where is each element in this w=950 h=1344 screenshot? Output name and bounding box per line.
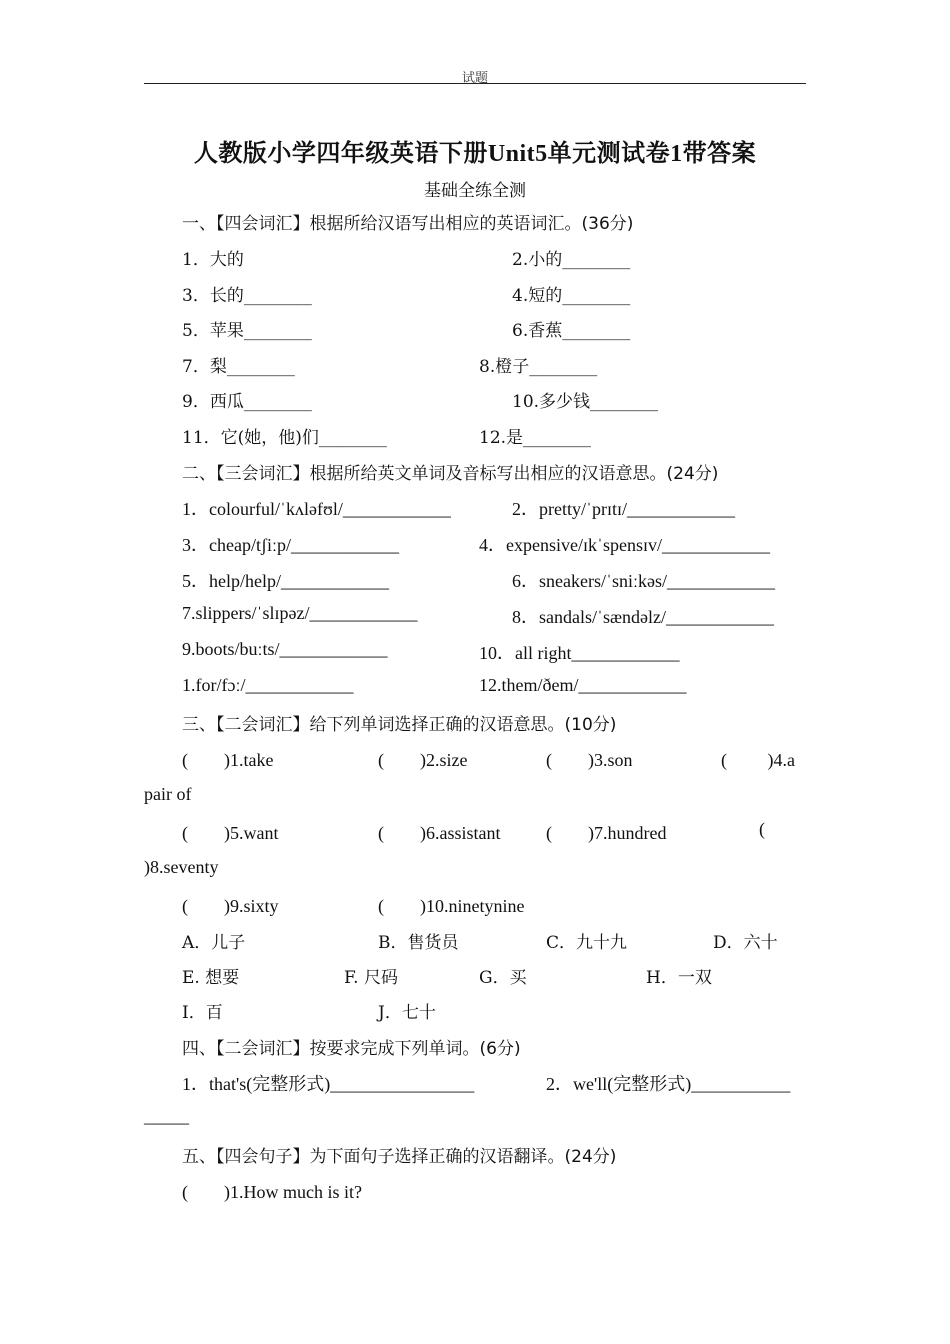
- s1-item: 11．它(她，他)们________: [182, 428, 387, 448]
- s1-item: 9．西瓜________: [182, 392, 312, 412]
- s3-option: G．买: [479, 968, 527, 988]
- s3-item: ( )1.take: [182, 750, 274, 770]
- s1-item: 8.橙子________: [479, 357, 598, 377]
- s1-item: 12.是________: [479, 428, 592, 448]
- s2-item: 6．sneakers/ˈsniːkəs/____________: [512, 571, 775, 591]
- section-1-heading: 一、【四会词汇】根据所给汉语写出相应的英语词汇。(36分): [182, 214, 634, 234]
- s1-item: 10.多少钱________: [512, 392, 659, 412]
- s1-item: 7．梨________: [182, 357, 295, 377]
- s3-option: J．七十: [378, 1003, 436, 1023]
- s2-item: 2．pretty/ˈprɪtɪ/____________: [512, 499, 735, 519]
- s1-item: 2.小的________: [512, 250, 631, 270]
- s3-option: I．百: [182, 1003, 223, 1023]
- s3-option: E. 想要: [182, 968, 240, 988]
- s2-item: 3．cheap/tʃiːp/____________: [182, 535, 399, 555]
- s3-option: B．售货员: [378, 933, 459, 953]
- s3-option: C．九十九: [546, 933, 628, 953]
- header-rule: [144, 83, 806, 84]
- section-5-heading: 五、【四会句子】为下面句子选择正确的汉语翻译。(24分): [182, 1147, 617, 1167]
- s2-item: 1．colourful/ˈkʌləfʊl/____________: [182, 499, 451, 519]
- s2-item: 5．help/help/____________: [182, 571, 389, 591]
- s1-item: 4.短的________: [512, 286, 631, 306]
- s3-option: H．一双: [646, 968, 712, 988]
- s2-item: 10．all right____________: [479, 643, 680, 663]
- s3-option: F. 尺码: [344, 968, 398, 988]
- page-title: 人教版小学四年级英语下册Unit5单元测试卷1带答案: [193, 141, 757, 167]
- s4-item: 1．that's(完整形式)________________: [182, 1074, 475, 1094]
- page-header-label: 试题: [461, 71, 488, 86]
- s3-item: ( )5.want: [182, 823, 279, 843]
- s5-item: ( )1.How much is it?: [182, 1182, 362, 1202]
- s3-item: ( )6.assistant: [378, 823, 501, 843]
- s2-item: 9.boots/buːts/____________: [182, 639, 388, 659]
- s3-option: A．儿子: [182, 933, 246, 953]
- s3-item: ( )10.ninetynine: [378, 896, 525, 916]
- s3-option: D．六十: [713, 933, 778, 953]
- s2-item: 8．sandals/ˈsændəlz/____________: [512, 607, 774, 627]
- s3-item: )8.seventy: [144, 857, 219, 877]
- s1-item: 3．长的________: [182, 286, 312, 306]
- page-subtitle: 基础全练全测: [424, 181, 526, 201]
- s3-item: (: [759, 819, 765, 839]
- s2-item: 1.for/fɔː/____________: [182, 675, 354, 695]
- s3-item: ( )7.hundred: [546, 823, 667, 843]
- section-3-heading: 三、【二会词汇】给下列单词选择正确的汉语意思。(10分): [182, 715, 617, 735]
- s4-item: 2．we'll(完整形式)___________: [546, 1074, 791, 1094]
- section-4-heading: 四、【二会词汇】按要求完成下列单词。(6分): [182, 1039, 521, 1059]
- s1-item: 1．大的: [182, 250, 244, 270]
- s2-item: 4．expensive/ɪkˈspensɪv/____________: [479, 535, 770, 555]
- s3-item: ( )3.son: [546, 750, 633, 770]
- s1-item: 5．苹果________: [182, 321, 312, 341]
- s1-item: 6.香蕉________: [512, 321, 631, 341]
- s4-item: _____: [144, 1106, 189, 1126]
- s2-item: 7.slippers/ˈslɪpəz/____________: [182, 603, 418, 623]
- s3-item: ( )2.size: [378, 750, 468, 770]
- s3-item: ( )4.a: [721, 750, 795, 770]
- section-2-heading: 二、【三会词汇】根据所给英文单词及音标写出相应的汉语意思。(24分): [182, 464, 719, 484]
- s3-item: ( )9.sixty: [182, 896, 279, 916]
- s2-item: 12.them/ðem/____________: [479, 675, 687, 695]
- s3-item: pair of: [144, 784, 192, 804]
